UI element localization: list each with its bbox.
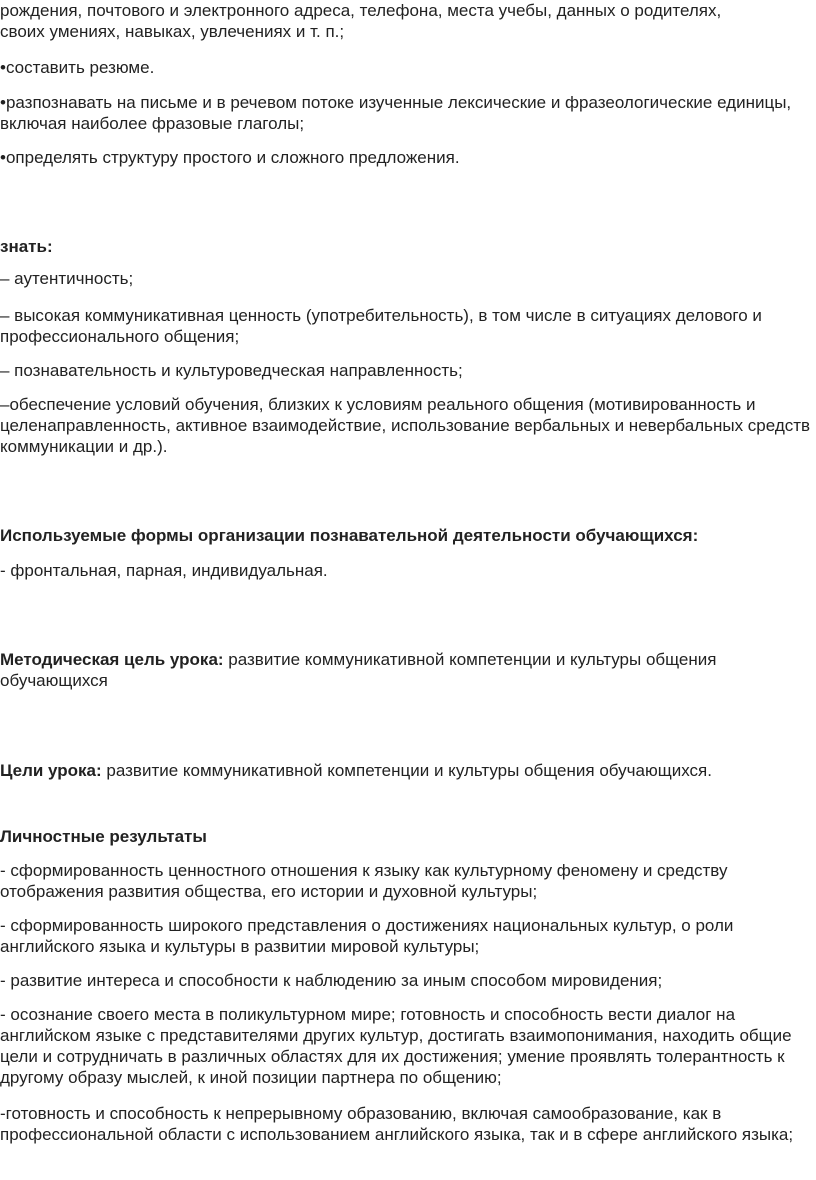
- personal-results-heading: Личностные результаты: [0, 827, 207, 846]
- lesson-goals-label: Цели урока:: [0, 761, 102, 780]
- bullet-recognize-lexical: •разпознавать на письме и в речевом потоке изученные лексические и фразеологические единицы, включая наиболее фразовые глаголы;: [0, 93, 792, 133]
- know-item-authenticity: – аутентичность;: [0, 269, 134, 288]
- intro-line-2: своих умениях, навыках, увлечениях и т. п.;: [0, 22, 345, 41]
- bullet-resume: •составить резюме.: [0, 58, 155, 77]
- intro-paragraph: [0, 0, 812, 42]
- method-goal-label: Методическая цель урока:: [0, 650, 224, 669]
- personal-result-item: - развитие интереса и способности к наблюдению за иным способом мировидения;: [0, 971, 663, 990]
- know-item-cultural-orientation: – познавательность и культуроведческая направленность;: [0, 361, 463, 380]
- personal-result-item: - осознание своего места в поликультурном мире; готовность и способность вести диалог на английском языке с представителями других культур, достигать взаимопонимания, находить общие цели и сотрудничать в различных областях для их достижения; умение проявлять толерантность к другому образу мыслей, к иной позиции партнера по общению;: [0, 1005, 792, 1087]
- bullet-sentence-structure: •определять структуру простого и сложного предложения.: [0, 148, 460, 167]
- know-heading: знать:: [0, 237, 53, 256]
- forms-text: - фронтальная, парная, индивидуальная.: [0, 561, 328, 580]
- method-goal-text: развитие коммуникативной компетенции и культуры общения обучающихся: [0, 650, 717, 690]
- lesson-goals-paragraph: [0, 760, 812, 781]
- personal-result-item: -готовность и способность к непрерывному образованию, включая самообразование, как в профессиональной области с использованием английского языка, так и в сфере английского языка;: [0, 1104, 794, 1144]
- intro-line-1: рождения, почтового и электронного адреса, телефона, места учебы, данных о родителях,: [0, 1, 722, 20]
- personal-result-item: - сформированность ценностного отношения к языку как культурному феномену и средству отображения развития общества, его истории и духовной культуры;: [0, 861, 728, 901]
- method-goal-paragraph: [0, 649, 812, 691]
- forms-heading: Используемые формы организации познавательной деятельности обучающихся:: [0, 526, 699, 545]
- personal-result-item: - сформированность широкого представления о достижениях национальных культур, о роли английского языка и культуры в развитии мировой культуры;: [0, 916, 734, 956]
- lesson-goals-text: развитие коммуникативной компетенции и культуры общения обучающихся.: [101, 761, 712, 780]
- know-item-communicative-value: – высокая коммуникативная ценность (употребительность), в том числе в ситуациях делового и профессионального общения;: [0, 306, 762, 346]
- know-item-learning-conditions: –обеспечение условий обучения, близких к условиям реального общения (мотивированность и целенаправленность, активное взаимодействие, использование вербальных и невербальных средств коммуникации и др.).: [0, 395, 811, 456]
